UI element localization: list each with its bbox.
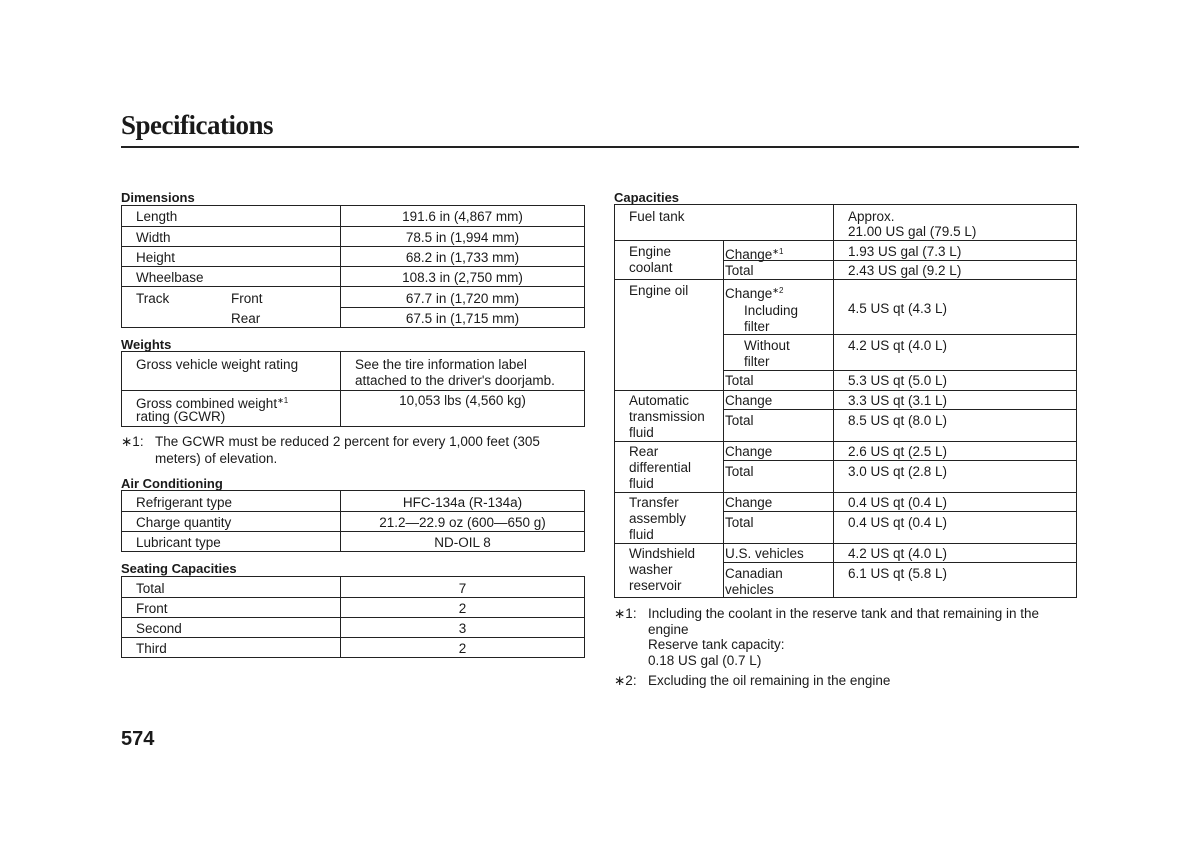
dimensions-heading: Dimensions xyxy=(121,190,195,205)
atf-total-label: Total xyxy=(725,413,754,428)
atf-change-value: 3.3 US qt (3.1 L) xyxy=(848,393,948,408)
gvwr-value-line: See the tire information label xyxy=(355,357,527,372)
capacities-footnote-line: Reserve tank capacity: xyxy=(648,637,785,652)
dimension-value: 78.5 in (1,994 mm) xyxy=(405,230,520,245)
washer-label-line: washer xyxy=(629,562,673,577)
row-divider xyxy=(615,441,1076,442)
dimension-label: Height xyxy=(136,250,176,265)
diff-label-line: differential xyxy=(629,460,692,475)
seating-value: 2 xyxy=(458,601,467,616)
row-divider xyxy=(724,460,1076,461)
dimension-sublabel: Rear xyxy=(231,311,261,326)
row-divider xyxy=(615,492,1076,493)
transfer-total-value: 0.4 US qt (0.4 L) xyxy=(848,515,948,530)
atf-label-line: Automatic xyxy=(629,393,690,408)
diff-change-label: Change xyxy=(725,444,773,459)
capacities-footnote-mark: ∗2: xyxy=(614,673,637,688)
row-divider xyxy=(615,279,1076,280)
coolant-change-value: 1.93 US gal (7.3 L) xyxy=(848,244,962,259)
weights-footnote-mark: ∗1: xyxy=(121,434,144,449)
ac-label: Charge quantity xyxy=(136,515,232,530)
washer-label-line: Windshield xyxy=(629,546,696,561)
transfer-label-line: assembly xyxy=(629,511,687,526)
capacities-heading: Capacities xyxy=(614,190,680,205)
dimension-value: 191.6 in (4,867 mm) xyxy=(402,209,523,224)
washer-label-line: reservoir xyxy=(629,578,682,593)
weights-table xyxy=(121,351,585,427)
column-divider xyxy=(340,352,341,426)
row-divider xyxy=(122,390,584,391)
transfer-total-label: Total xyxy=(725,515,754,530)
oil-including-line: Including xyxy=(744,303,799,318)
coolant-label-line: coolant xyxy=(629,260,673,275)
ac-label: Lubricant type xyxy=(136,535,221,550)
dimension-value: 108.3 in (2,750 mm) xyxy=(402,270,523,285)
dimension-value: 67.7 in (1,720 mm) xyxy=(405,291,520,306)
transfer-change-label: Change xyxy=(725,495,773,510)
transfer-change-value: 0.4 US qt (0.4 L) xyxy=(848,495,948,510)
dimension-sublabel: Front xyxy=(231,291,263,306)
atf-change-label: Change xyxy=(725,393,773,408)
dimension-label: Length xyxy=(136,209,178,224)
row-divider xyxy=(615,543,1076,544)
row-divider xyxy=(122,286,584,287)
coolant-total-label: Total xyxy=(725,263,754,278)
seating-label: Second xyxy=(136,621,182,636)
row-divider xyxy=(724,334,1076,335)
oil-total-label: Total xyxy=(725,373,754,388)
footnote-mark: ∗1 xyxy=(772,247,784,256)
capacities-footnote-line: Including the coolant in the reserve tank and that remaining in the xyxy=(648,606,1039,621)
washer-canada-line: vehicles xyxy=(725,582,774,597)
gcwr-value: 10,053 lbs (4,560 kg) xyxy=(399,393,526,408)
row-divider xyxy=(615,240,1076,241)
diff-label-line: fluid xyxy=(629,476,654,491)
dimension-label: Width xyxy=(136,230,171,245)
ac-label: Refrigerant type xyxy=(136,495,233,510)
oil-including-value: 4.5 US qt (4.3 L) xyxy=(848,301,948,316)
coolant-label-line: Engine xyxy=(629,244,672,259)
row-divider xyxy=(724,562,1076,563)
gvwr-value-line: attached to the driver's doorjamb. xyxy=(355,373,555,388)
seating-label: Third xyxy=(136,641,167,656)
page-number: 574 xyxy=(121,728,155,750)
capacities-footnote-mark: ∗1: xyxy=(614,606,637,621)
capacities-footnote-line: engine xyxy=(648,622,689,637)
dimension-label: Track xyxy=(136,291,170,306)
seating-heading: Seating Capacities xyxy=(121,561,237,576)
fuel-tank-value-line: 21.00 US gal (79.5 L) xyxy=(848,224,977,239)
row-divider xyxy=(724,370,1076,371)
row-divider xyxy=(122,266,584,267)
oil-without-value: 4.2 US qt (4.0 L) xyxy=(848,338,948,353)
seating-value: 3 xyxy=(458,621,467,636)
seating-label: Total xyxy=(136,581,165,596)
coolant-total-value: 2.43 US gal (9.2 L) xyxy=(848,263,962,278)
weights-heading: Weights xyxy=(121,337,172,352)
fuel-tank-label: Fuel tank xyxy=(629,209,685,224)
air-conditioning-table xyxy=(121,490,585,552)
ac-value: ND-OIL 8 xyxy=(434,535,491,550)
row-divider xyxy=(122,226,584,227)
oil-including-line: filter xyxy=(744,319,770,334)
diff-change-value: 2.6 US qt (2.5 L) xyxy=(848,444,948,459)
footnote-mark: ∗2 xyxy=(772,286,784,295)
weights-footnote-line: meters) of elevation. xyxy=(155,451,278,466)
oil-without-line: filter xyxy=(744,354,770,369)
gvwr-label: Gross vehicle weight rating xyxy=(136,357,299,372)
gcwr-label-line: rating (GCWR) xyxy=(136,409,226,424)
gcwr-label-line: Gross combined weight xyxy=(136,396,278,411)
row-divider xyxy=(122,246,584,247)
coolant-change-label: Change xyxy=(725,247,773,262)
row-divider xyxy=(724,511,1076,512)
page-title: Specifications xyxy=(121,110,273,140)
capacities-table xyxy=(614,204,1077,598)
capacities-footnote-line: Excluding the oil remaining in the engine xyxy=(648,673,891,688)
weights-footnote-line: The GCWR must be reduced 2 percent for every 1,000 feet (305 xyxy=(155,434,540,449)
column-divider xyxy=(833,205,834,597)
diff-total-value: 3.0 US qt (2.8 L) xyxy=(848,464,948,479)
air-conditioning-heading: Air Conditioning xyxy=(121,476,223,491)
seating-table xyxy=(121,576,585,658)
dimension-value: 68.2 in (1,733 mm) xyxy=(405,250,520,265)
washer-us-value: 4.2 US qt (4.0 L) xyxy=(848,546,948,561)
diff-total-label: Total xyxy=(725,464,754,479)
row-divider xyxy=(615,390,1076,391)
seating-value: 2 xyxy=(458,641,467,656)
row-divider xyxy=(122,597,584,598)
oil-without-line: Without xyxy=(744,338,790,353)
washer-canada-value: 6.1 US qt (5.8 L) xyxy=(848,566,948,581)
oil-change-label: Change xyxy=(725,286,773,301)
transfer-label-line: Transfer xyxy=(629,495,679,510)
row-divider xyxy=(122,617,584,618)
fuel-tank-value-line: Approx. xyxy=(848,209,895,224)
row-divider xyxy=(341,307,584,308)
row-divider xyxy=(724,409,1076,410)
seating-value: 7 xyxy=(458,581,467,596)
engine-oil-label: Engine oil xyxy=(629,283,689,298)
washer-us-label: U.S. vehicles xyxy=(725,546,804,561)
diff-label-line: Rear xyxy=(629,444,659,459)
transfer-label-line: fluid xyxy=(629,527,654,542)
ac-value: 21.2—22.9 oz (600—650 g) xyxy=(379,515,546,530)
capacities-footnote-line: 0.18 US gal (0.7 L) xyxy=(648,653,762,668)
dimension-label: Wheelbase xyxy=(136,270,204,285)
atf-label-line: fluid xyxy=(629,425,654,440)
title-rule xyxy=(121,146,1079,148)
ac-value: HFC-134a (R-134a) xyxy=(402,495,523,510)
footnote-mark: ∗1 xyxy=(277,396,289,405)
atf-total-value: 8.5 US qt (8.0 L) xyxy=(848,413,948,428)
row-divider xyxy=(122,511,584,512)
dimensions-table xyxy=(121,205,585,328)
washer-canada-line: Canadian xyxy=(725,566,783,581)
atf-label-line: transmission xyxy=(629,409,705,424)
oil-total-value: 5.3 US qt (5.0 L) xyxy=(848,373,948,388)
row-divider xyxy=(122,637,584,638)
row-divider xyxy=(122,531,584,532)
dimension-value: 67.5 in (1,715 mm) xyxy=(405,311,520,326)
seating-label: Front xyxy=(136,601,168,616)
